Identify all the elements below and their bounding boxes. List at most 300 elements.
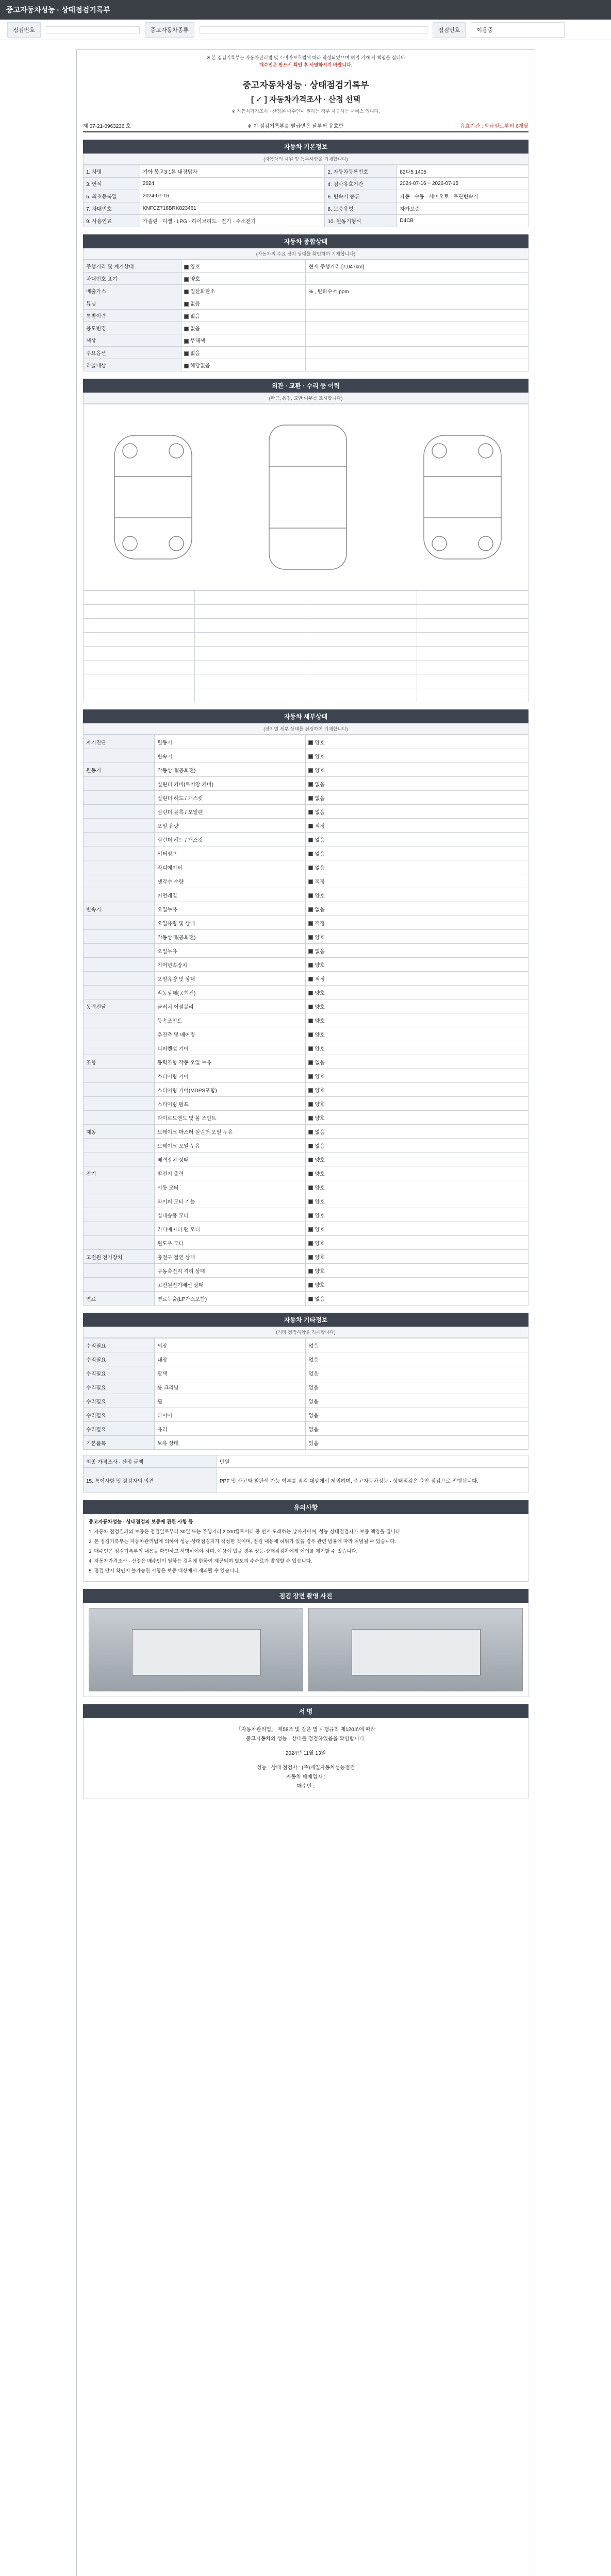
detail-item: 실린더 커버(로커암 커버) xyxy=(155,777,306,791)
table-row xyxy=(84,178,529,190)
checkbox-icon xyxy=(308,866,313,870)
detail-state: 양호 xyxy=(306,986,529,999)
table-row xyxy=(84,1380,529,1394)
detail-table xyxy=(83,735,529,1306)
other-state: 없음 xyxy=(306,1352,529,1366)
section-overall-sub: (자동차의 주요 장치 상태를 확인하여 기재합니다) xyxy=(83,248,529,260)
checkbox-icon xyxy=(308,907,313,912)
overall-note xyxy=(306,297,529,310)
checkbox-icon xyxy=(308,1102,313,1107)
detail-group xyxy=(84,819,155,833)
table-row xyxy=(84,359,529,371)
exterior-cell xyxy=(194,660,306,674)
document-title: 중고자동차성능 · 상태점검기록부 xyxy=(242,80,369,90)
checkbox-icon xyxy=(308,1088,313,1093)
checkbox-icon xyxy=(308,893,313,898)
table-row xyxy=(84,1264,529,1278)
exterior-cell xyxy=(84,674,195,688)
detail-group xyxy=(84,1236,155,1250)
basic-value: 가솔린 · 디젤 · LPG · 하이브리드 · 전기 · 수소전기 xyxy=(140,215,325,227)
exterior-cell xyxy=(194,619,306,633)
notes-paragraph: 2. 본 점검기록부는 자동차관리법에 의하여 성능·상태점검자가 작성한 것이며, 점검 내용에 허위가 있을 경우 관련 법률에 따라 처벌될 수 있습니다. xyxy=(89,1539,397,1545)
document-notice: ※ 본 점검기록부는 자동차관리법 및 소비자보호법에 따라 작성되었으며 허위 기재 시 책임을 집니다 매수인은 반드시 확인 후 서명하시기 바랍니다. xyxy=(206,55,405,67)
table-row xyxy=(84,310,529,322)
exterior-cell xyxy=(417,660,529,674)
other-item: 휠 xyxy=(155,1394,306,1408)
table-row xyxy=(84,1366,529,1380)
info-label-2: 중고자동차종류 xyxy=(145,22,194,38)
table-row xyxy=(84,1083,529,1097)
detail-state: 양호 xyxy=(306,1013,529,1027)
detail-state: 없음 xyxy=(306,1139,529,1153)
detail-item: 실린더 헤드 / 개스킷 xyxy=(155,791,306,805)
detail-state: 없음 xyxy=(306,860,529,874)
other-state: 없음 xyxy=(306,1394,529,1408)
notes-paragraph: 3. 매수인은 점검기록부의 내용을 확인하고 서명하여야 하며, 이상이 있을 경우 성능·상태점검자에게 이의를 제기할 수 있습니다. xyxy=(89,1549,358,1554)
detail-state: 양호 xyxy=(306,1194,529,1208)
exterior-cell xyxy=(194,605,306,619)
basic-value: 2024 xyxy=(140,178,325,190)
section-exterior-head: 외관 · 교환 · 수리 등 이력 xyxy=(83,379,529,393)
detail-item: 작동상태(공회전) xyxy=(155,763,306,777)
other-item: 타이어 xyxy=(155,1408,306,1422)
document-validity: 유효기간 : 발급일로부터 6개월 xyxy=(460,124,529,129)
detail-item: 워터펌프 xyxy=(155,846,306,860)
detail-item: 브레이크 오일 누유 xyxy=(155,1139,306,1153)
overall-item: 주요옵션 xyxy=(84,347,181,359)
detail-state: 양호 xyxy=(306,1180,529,1194)
basic-value: 자동 · 수동 · 세미오토 · 무단변속기 xyxy=(397,190,529,202)
table-row xyxy=(84,874,529,888)
checkbox-icon xyxy=(184,339,189,344)
detail-item: 라디에이터 팬 모터 xyxy=(155,1222,306,1236)
checkbox-icon xyxy=(308,1241,313,1246)
detail-group xyxy=(84,916,155,930)
table-row xyxy=(84,660,529,674)
checkbox-icon xyxy=(308,824,313,828)
detail-state: 양호 xyxy=(306,735,529,749)
table-row xyxy=(84,930,529,944)
detail-state: 적정 xyxy=(306,874,529,888)
detail-group xyxy=(84,1153,155,1166)
overall-item: 리콜대상 xyxy=(84,359,181,371)
table-row xyxy=(84,297,529,310)
detail-item: 스티어링 펌프 xyxy=(155,1097,306,1111)
car-left-view xyxy=(114,435,192,559)
detail-state: 양호 xyxy=(306,1208,529,1222)
detail-item: 오일유량 및 상태 xyxy=(155,916,306,930)
basic-key: 5. 최초등록일 xyxy=(84,190,140,202)
detail-item: 와이퍼 모터 기능 xyxy=(155,1194,306,1208)
section-sign-head: 서 명 xyxy=(83,1704,529,1718)
overall-state: 무채색 xyxy=(181,334,306,347)
checkbox-icon xyxy=(308,1255,313,1260)
exterior-cell xyxy=(306,660,417,674)
table-row xyxy=(84,958,529,972)
exterior-history-table xyxy=(83,590,529,702)
other-group: 수리필요 xyxy=(84,1338,155,1352)
price-value: 만원 xyxy=(217,1455,528,1468)
detail-state: 양호 xyxy=(306,1236,529,1250)
detail-group xyxy=(84,1041,155,1055)
checkbox-icon xyxy=(308,1185,313,1190)
table-row xyxy=(84,1069,529,1083)
table-row xyxy=(84,888,529,902)
checkbox-icon xyxy=(308,796,313,801)
table-row xyxy=(84,819,529,833)
table-row xyxy=(84,1111,529,1125)
detail-group xyxy=(84,1111,155,1125)
detail-state: 양호 xyxy=(306,1027,529,1041)
detail-state: 양호 xyxy=(306,763,529,777)
basic-key: 9. 사용연료 xyxy=(84,215,140,227)
detail-state: 없음 xyxy=(306,777,529,791)
checkbox-icon xyxy=(308,1158,313,1162)
detail-state: 양호 xyxy=(306,1041,529,1055)
detail-item: 연료누출(LP가스포함) xyxy=(155,1292,306,1306)
table-row xyxy=(84,1208,529,1222)
detail-state: 양호 xyxy=(306,930,529,944)
checkbox-icon xyxy=(308,963,313,968)
overall-state: 양호 xyxy=(181,273,306,285)
checkbox-icon xyxy=(184,265,189,269)
exterior-cell xyxy=(84,605,195,619)
window-title: 중고자동차성능 · 상태점검기록부 xyxy=(0,0,611,20)
checkbox-icon xyxy=(308,879,313,884)
table-row xyxy=(84,846,529,860)
table-row xyxy=(84,202,529,215)
detail-item: 배력장치 상태 xyxy=(155,1153,306,1166)
checkbox-icon xyxy=(308,1144,313,1148)
basic-key: 2. 자동차등록번호 xyxy=(325,165,397,178)
table-row xyxy=(84,1236,529,1250)
table-row xyxy=(84,1338,529,1352)
exterior-cell xyxy=(417,591,529,605)
other-state: 없음 xyxy=(306,1408,529,1422)
photo-gallery xyxy=(83,1603,529,1697)
other-state: 없음 xyxy=(306,1366,529,1380)
detail-group xyxy=(84,846,155,860)
overall-item: 튜닝 xyxy=(84,297,181,310)
exterior-cell xyxy=(194,647,306,660)
detail-state: 양호 xyxy=(306,888,529,902)
table-row xyxy=(84,777,529,791)
basic-key: 3. 연식 xyxy=(84,178,140,190)
car-top-view xyxy=(269,425,346,569)
detail-state: 없음 xyxy=(306,791,529,805)
table-row xyxy=(84,1166,529,1180)
checkbox-icon xyxy=(308,1172,313,1176)
other-item: 외장 xyxy=(155,1338,306,1352)
detail-item: 작동상태(공회전) xyxy=(155,930,306,944)
detail-group: 원동기 xyxy=(84,763,155,777)
notes-paragraph: 5. 점검 당시 확인이 불가능한 사항은 보증 대상에서 제외될 수 있습니다. xyxy=(89,1568,240,1574)
detail-group xyxy=(84,888,155,902)
detail-state: 양호 xyxy=(306,1222,529,1236)
overall-note: 현재 주행거리 [7,047km] xyxy=(306,260,529,273)
overall-note xyxy=(306,310,529,322)
detail-item: 동력조향 작동 오일 누유 xyxy=(155,1055,306,1069)
detail-item: 디퍼렌셜 기어 xyxy=(155,1041,306,1055)
detail-state: 없음 xyxy=(306,1125,529,1139)
section-detail-sub: (장치별 세부 상태를 점검하여 기재합니다) xyxy=(83,723,529,735)
exterior-cell xyxy=(84,688,195,702)
table-row xyxy=(84,1055,529,1069)
table-row xyxy=(84,619,529,633)
checkbox-icon xyxy=(184,314,189,319)
checkbox-icon xyxy=(308,949,313,954)
detail-group xyxy=(84,1222,155,1236)
overall-note xyxy=(306,347,529,359)
other-state: 없음 xyxy=(306,1338,529,1352)
detail-group: 연료 xyxy=(84,1292,155,1306)
checkbox-icon xyxy=(308,991,313,995)
detail-state: 양호 xyxy=(306,1069,529,1083)
section-basic-head: 자동차 기본정보 xyxy=(83,140,529,154)
checkbox-icon xyxy=(308,740,313,745)
table-row xyxy=(84,273,529,285)
checkbox-icon xyxy=(308,1060,313,1065)
checkbox-icon xyxy=(308,852,313,856)
basic-key: 4. 검사유효기간 xyxy=(325,178,397,190)
detail-group xyxy=(84,749,155,763)
other-item: 보유 상태 xyxy=(155,1436,306,1450)
section-other-head: 자동차 기타정보 xyxy=(83,1313,529,1327)
sign-seller: 자동차 매매업자 : xyxy=(286,1774,325,1780)
detail-state: 양호 xyxy=(306,1153,529,1166)
detail-group xyxy=(84,1194,155,1208)
sign-line2: 중고자동차의 성능 · 상태를 점검하였음을 확인합니다. xyxy=(245,1736,366,1742)
detail-state: 양호 xyxy=(306,958,529,972)
exterior-cell xyxy=(306,633,417,647)
detail-state: 없음 xyxy=(306,1055,529,1069)
exterior-cell xyxy=(194,674,306,688)
notes-paragraph: 1. 자동차 점검결과의 보증은 점검일로부터 30일 또는 주행거리 2,000킬로미터 중 먼저 도래하는 날까지이며, 성능·상태점검자가 보증 책임을 집니다. xyxy=(89,1529,402,1535)
detail-item: 타이로드엔드 및 볼 조인트 xyxy=(155,1111,306,1125)
detail-state: 없음 xyxy=(306,1292,529,1306)
detail-group xyxy=(84,1264,155,1278)
checkbox-icon xyxy=(308,1032,313,1037)
basic-key: 8. 보증유형 xyxy=(325,202,397,215)
overall-table xyxy=(83,260,529,371)
detail-item: 오일유량 및 상태 xyxy=(155,972,306,986)
checkbox-icon xyxy=(308,838,313,842)
basic-value: D4CB xyxy=(397,215,529,227)
basic-value: 기아 봉고3 1톤 내장탑차 xyxy=(140,165,325,178)
detail-group xyxy=(84,860,155,874)
opinion-table xyxy=(83,1455,529,1493)
checkbox-icon xyxy=(184,277,189,282)
other-table xyxy=(83,1338,529,1450)
overall-state: 없음 xyxy=(181,310,306,322)
sign-block xyxy=(83,1718,529,1799)
other-group: 수리필요 xyxy=(84,1366,155,1380)
table-row xyxy=(84,165,529,178)
checkbox-icon xyxy=(308,1269,313,1274)
other-item: 룸 크리닝 xyxy=(155,1380,306,1394)
detail-state: 없음 xyxy=(306,805,529,819)
exterior-cell xyxy=(417,605,529,619)
checkbox-icon xyxy=(308,1116,313,1121)
detail-state: 없음 xyxy=(306,902,529,916)
sign-inspector: 성능 · 상태 점검자 : (주)제일자동차성능점검 xyxy=(256,1765,355,1771)
detail-group xyxy=(84,958,155,972)
document-number: 제 07-21-0963236 호 xyxy=(83,124,131,129)
overall-item: 배출가스 xyxy=(84,285,181,297)
detail-state: 적정 xyxy=(306,916,529,930)
table-row xyxy=(84,833,529,846)
table-row xyxy=(84,999,529,1013)
checkbox-icon xyxy=(308,1046,313,1051)
detail-group xyxy=(84,1069,155,1083)
overall-note xyxy=(306,334,529,347)
other-state: 없음 xyxy=(306,1422,529,1436)
table-row xyxy=(84,763,529,777)
detail-group xyxy=(84,972,155,986)
overall-item: 차대번호 표기 xyxy=(84,273,181,285)
detail-state: 양호 xyxy=(306,1278,529,1292)
basic-key: 1. 차명 xyxy=(84,165,140,178)
table-row xyxy=(84,986,529,999)
detail-state: 양호 xyxy=(306,1097,529,1111)
detail-group: 동력전달 xyxy=(84,999,155,1013)
inspection-document xyxy=(76,49,535,2576)
checkbox-icon xyxy=(308,1297,313,1301)
exterior-cell xyxy=(84,633,195,647)
detail-item: 오일누유 xyxy=(155,944,306,958)
other-item: 내장 xyxy=(155,1352,306,1366)
other-group: 기본품목 xyxy=(84,1436,155,1450)
table-row xyxy=(84,1194,529,1208)
exterior-cell xyxy=(84,660,195,674)
other-group: 수리필요 xyxy=(84,1352,155,1366)
overall-state: 일산화탄소 xyxy=(181,285,306,297)
detail-item: 오일 유량 xyxy=(155,819,306,833)
detail-item: 라디에이터 xyxy=(155,860,306,874)
document-subtitle: [ ✓ ] 자동차가격조사 · 산정 선택 xyxy=(251,95,360,104)
inspection-photo-front xyxy=(89,1608,303,1691)
special-value: PPF 및 사고와 철판색 가능 여부를 점검 대상에서 제외하며, 중고자동차성능 · 상태점검은 육안 점검으로 진행됩니다. xyxy=(217,1468,528,1493)
exterior-cell xyxy=(306,688,417,702)
overall-note xyxy=(306,273,529,285)
document-number-line xyxy=(83,122,529,132)
table-row xyxy=(84,1408,529,1422)
detail-state: 양호 xyxy=(306,1264,529,1278)
detail-state: 없음 xyxy=(306,944,529,958)
basic-value: 2024-07-16 ~ 2026-07-15 xyxy=(397,178,529,190)
checkbox-icon xyxy=(184,351,189,356)
checkbox-icon xyxy=(184,364,189,368)
detail-item: 윈도우 모터 xyxy=(155,1236,306,1250)
exterior-cell xyxy=(306,674,417,688)
overall-item: 주행거리 및 계기상태 xyxy=(84,260,181,273)
checkbox-icon xyxy=(308,1130,313,1134)
car-diagram xyxy=(83,404,529,590)
section-photo-head: 점검 장면 촬영 사진 xyxy=(83,1589,529,1603)
overall-note: % , 탄화수소 ppm xyxy=(306,285,529,297)
detail-group xyxy=(84,1083,155,1097)
table-row xyxy=(84,972,529,986)
exterior-cell xyxy=(84,591,195,605)
detail-item: 실린더 블록 / 오일팬 xyxy=(155,805,306,819)
detail-group xyxy=(84,791,155,805)
detail-item: 추진축 및 베어링 xyxy=(155,1027,306,1041)
table-row xyxy=(84,1352,529,1366)
checkbox-icon xyxy=(308,977,313,981)
section-basic-sub: (자동차의 제원 및 등록사항을 기재합니다) xyxy=(83,154,529,165)
info-value-2 xyxy=(200,26,427,33)
detail-state: 양호 xyxy=(306,1166,529,1180)
section-overall-head: 자동차 종합상태 xyxy=(83,234,529,248)
detail-group xyxy=(84,1097,155,1111)
overall-item: 색상 xyxy=(84,334,181,347)
table-row xyxy=(84,1027,529,1041)
checkbox-icon xyxy=(308,1005,313,1009)
basic-value: 자가보증 xyxy=(397,202,529,215)
exterior-cell xyxy=(306,591,417,605)
table-row xyxy=(84,944,529,958)
detail-group xyxy=(84,986,155,999)
checkbox-icon xyxy=(184,327,189,331)
basic-info-table xyxy=(83,165,529,227)
overall-state: 없음 xyxy=(181,347,306,359)
checkbox-icon xyxy=(308,1199,313,1204)
detail-item: 커먼레일 xyxy=(155,888,306,902)
table-row xyxy=(84,1292,529,1306)
basic-key: 7. 차대번호 xyxy=(84,202,140,215)
table-row xyxy=(84,1422,529,1436)
table-row xyxy=(84,1013,529,1027)
detail-group xyxy=(84,833,155,846)
notes-paragraph: 중고자동차성능 · 상태점검의 보증에 관한 사항 등 xyxy=(89,1519,193,1525)
detail-state: 없음 xyxy=(306,833,529,846)
checkbox-icon xyxy=(184,290,189,294)
section-notes-head: 유의사항 xyxy=(83,1500,529,1514)
document-number-note: ※ 이 점검기록부를 발급받은 날부터 유효함 xyxy=(247,124,344,129)
exterior-cell xyxy=(194,633,306,647)
price-label: 최종 가격조사 · 산정 금액 xyxy=(84,1455,217,1468)
table-row xyxy=(84,916,529,930)
detail-item: 변속기 xyxy=(155,749,306,763)
basic-value: KNFCZ718BRK823461 xyxy=(140,202,325,215)
detail-group xyxy=(84,805,155,819)
table-row xyxy=(84,805,529,819)
table-row xyxy=(84,1222,529,1236)
detail-item: 냉각수 수량 xyxy=(155,874,306,888)
table-row xyxy=(84,1394,529,1408)
table-row xyxy=(84,735,529,749)
info-label-3: 점검번호 xyxy=(433,22,466,38)
table-row xyxy=(84,285,529,297)
table-row xyxy=(84,1250,529,1264)
detail-item: 실내송풍 모터 xyxy=(155,1208,306,1222)
other-item: 광택 xyxy=(155,1366,306,1380)
checkbox-icon xyxy=(184,302,189,307)
checkbox-icon xyxy=(308,921,313,926)
other-state: 없음 xyxy=(306,1380,529,1394)
exterior-cell xyxy=(306,647,417,660)
info-label-1: 점검번호 xyxy=(7,22,41,38)
detail-item: 스티어링 기어 xyxy=(155,1069,306,1083)
detail-item: 발전기 출력 xyxy=(155,1166,306,1180)
overall-note xyxy=(306,322,529,334)
detail-group xyxy=(84,1180,155,1194)
detail-group xyxy=(84,777,155,791)
table-row xyxy=(84,674,529,688)
sign-buyer: 매수인 : xyxy=(296,1784,315,1789)
table-row xyxy=(84,322,529,334)
overall-state: 양호 xyxy=(181,260,306,273)
